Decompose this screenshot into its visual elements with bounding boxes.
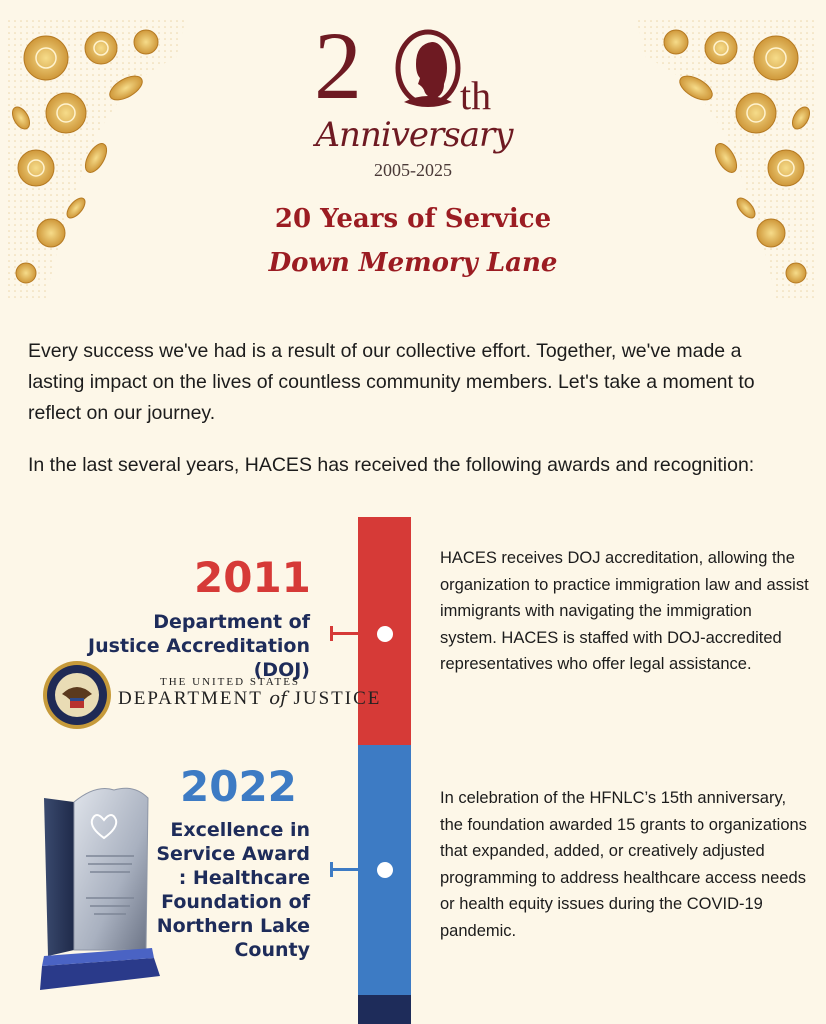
timeline-bar-next [358, 995, 411, 1024]
timeline-dot-2011 [377, 626, 393, 642]
timeline-connector-2022 [330, 868, 358, 871]
logo-script: Anniversary [315, 115, 513, 155]
doj-logo-department: DEPARTMENT [118, 688, 263, 709]
timeline-award-title: Department of Justice Accreditation (DOJ) [88, 611, 310, 681]
timeline-year: 2022 [180, 762, 297, 811]
page-title: 20 Years of Service [274, 204, 552, 234]
doj-seal-icon [42, 660, 112, 730]
doj-logo-of: of [269, 688, 287, 709]
face-profile-icon [394, 28, 462, 114]
doj-logo-line1: THE UNITED STATES [160, 676, 301, 688]
doj-logo-justice: JUSTICE [293, 688, 382, 709]
timeline-description: In celebration of the HFNLC’s 15th anniversary, the foundation awarded 15 grants to organizations that expanded, added, or creatively adjusted programming to address healthcare access needs or health equity issues during the COVID-19 pandemic. [440, 789, 807, 940]
timeline-connector-2011 [330, 632, 358, 635]
timeline-description: HACES receives DOJ accreditation, allowing the organization to practice immigration law and assist immigrants with navigating the immigration system. HACES is staffed with DOJ-accredited representatives who offer legal assistance. [440, 549, 809, 673]
logo-number: 2 [314, 12, 356, 119]
logo-suffix: th [460, 73, 492, 118]
logo-years: 2005-2025 [374, 160, 452, 180]
page-subtitle: Down Memory Lane [268, 248, 558, 278]
awards-intro-paragraph: In the last several years, HACES has received the following awards and recognition: [28, 454, 755, 476]
anniversary-logo [300, 12, 530, 188]
timeline-award-title: Excellence in Service Award : Healthcare Foundation of Northern Lake County [156, 819, 310, 961]
timeline-dot-2022 [377, 862, 393, 878]
intro-paragraph: Every success we've had is a result of our collective effort. Together, we've made a lasting impact on the lives of countless community members. Let's take a moment to reflect on our journey. [28, 340, 755, 424]
glass-trophy-image [34, 780, 164, 995]
doj-logo-wordmark [118, 688, 381, 710]
timeline-year: 2011 [194, 553, 311, 602]
